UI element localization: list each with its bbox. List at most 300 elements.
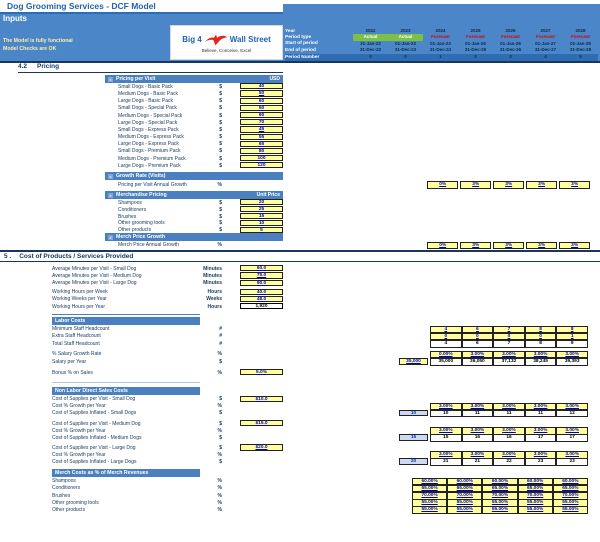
bonus-rows <box>0 369 600 376</box>
calc-cell: 9 <box>556 340 588 348</box>
row-unit: $ <box>219 213 222 220</box>
row-unit: % <box>217 452 222 459</box>
row-unit: % <box>217 478 222 485</box>
minutes-row <box>0 279 600 286</box>
date-cell: 01-Jan-27 <box>535 40 556 46</box>
input-cell[interactable]: 40.0 <box>240 289 283 295</box>
row-label: Medium Dogs - Special Pack <box>118 112 183 119</box>
end-of-period-row <box>285 47 598 53</box>
input-cell[interactable]: $10.0 <box>240 396 283 402</box>
calc-cell: 17 <box>556 434 588 442</box>
row-unit: % <box>217 507 222 514</box>
merch-price-growth-header <box>105 233 283 241</box>
row-unit: % <box>217 499 222 506</box>
input-cell[interactable]: 7 <box>493 326 525 334</box>
calc-cell: 8 <box>525 340 557 348</box>
calc-cell: 10 <box>430 410 462 418</box>
input-cell[interactable]: 55.00% <box>553 499 588 507</box>
row-unit: $ <box>219 83 222 90</box>
input-cell[interactable]: 8 <box>556 326 588 334</box>
input-cell[interactable]: 25 <box>240 206 283 212</box>
brand-name-right: Wall Street <box>229 35 271 44</box>
row-label: Small Dogs - Basic Pack <box>118 83 173 90</box>
input-cell[interactable]: 60.00% <box>482 478 517 486</box>
merch-cost-row <box>0 492 600 499</box>
input-cell[interactable]: 3.00% <box>493 451 525 459</box>
input-cell[interactable]: $15.0 <box>240 420 283 426</box>
labor-costs-header <box>52 317 200 325</box>
input-cell[interactable]: 120 <box>240 162 283 168</box>
period-number-cell: 4 <box>544 53 547 59</box>
input-cell[interactable]: 55.00% <box>447 506 482 514</box>
merch-cost-cells <box>412 478 588 485</box>
input-cell[interactable]: 80 <box>240 148 283 154</box>
input-cell[interactable]: $20.0 <box>240 444 283 450</box>
row-label: Cost of Supplies Inflated - Large Dogs <box>52 459 137 466</box>
period-type-cell: Forecast <box>536 34 555 40</box>
row-unit: $ <box>219 141 222 148</box>
section-divider <box>0 250 600 252</box>
input-cell[interactable]: 4 <box>430 326 462 334</box>
merch-costs-rows <box>0 478 600 514</box>
input-cell[interactable]: 60.00% <box>518 478 553 486</box>
input-cell[interactable]: 65.00% <box>482 485 517 493</box>
input-cell[interactable]: 5 <box>240 227 283 233</box>
input-cell[interactable]: 55.00% <box>482 499 517 507</box>
row-label: Large Dogs - Special Pack <box>118 119 178 126</box>
row-unit: Minutes <box>203 272 222 279</box>
row-label: Average Minutes per Visit - Large Dog <box>52 280 137 287</box>
row-label: Conditioners <box>52 485 81 492</box>
growth-input-cells <box>427 181 590 188</box>
row-unit: $ <box>219 98 222 105</box>
salary-row <box>0 358 600 365</box>
headcount-input-cells <box>430 333 588 340</box>
input-cell[interactable]: 40 <box>240 83 283 89</box>
row-unit: % <box>217 181 222 188</box>
pricing-row <box>0 133 600 140</box>
merch-cost-cells <box>412 492 588 499</box>
year-cell: 2028 <box>575 28 586 34</box>
input-cell[interactable]: 55.00% <box>412 499 447 507</box>
row-label: % Salary Growth Rate <box>52 351 102 358</box>
input-cell[interactable]: 55.00% <box>447 499 482 507</box>
row-label: Other products <box>118 227 152 234</box>
input-cell[interactable]: 55.00% <box>412 506 447 514</box>
period-number-row <box>285 54 598 61</box>
date-cell: 01-Jan-25 <box>465 40 486 46</box>
input-cell[interactable]: 70.00% <box>482 492 517 500</box>
row-label: Cost of Supplies Inflated - Small Dogs <box>52 410 137 417</box>
pricing-row <box>0 155 600 162</box>
row-label: Small Dogs - Special Pack <box>118 105 177 112</box>
supplies-group <box>0 396 600 417</box>
year-cell: 2024 <box>435 28 446 34</box>
input-cell[interactable]: 55 <box>240 134 283 140</box>
input-cell[interactable]: 3% <box>493 181 524 189</box>
row-label: Cost % Growth per Year <box>52 427 106 434</box>
input-cell[interactable]: 0 <box>430 333 462 341</box>
calc-cell: 1,920 <box>240 303 283 309</box>
year-cell: 2022 <box>365 28 376 34</box>
row-unit: # <box>219 340 222 347</box>
section-title: Pricing <box>37 63 60 70</box>
supplies-inflated-row <box>0 458 600 465</box>
input-cell[interactable]: 1 <box>556 333 588 341</box>
unit-column-header: USD <box>269 76 280 82</box>
supplies-growth-row <box>0 451 600 458</box>
input-cell[interactable]: 8 <box>525 326 557 334</box>
date-cell: 01-Jan-26 <box>500 40 521 46</box>
row-unit: $ <box>219 119 222 126</box>
unit-column-header: Unit Price <box>256 192 280 198</box>
input-cell[interactable]: 65.00% <box>553 485 588 493</box>
input-cell[interactable]: 75.0 <box>240 272 283 278</box>
merch-cost-cells <box>412 506 588 513</box>
input-cell[interactable]: 90.0 <box>240 280 283 286</box>
calc-cell: 15 <box>430 434 462 442</box>
growth-rate-row <box>0 181 600 188</box>
row-unit: $ <box>219 90 222 97</box>
input-cell[interactable]: 3% <box>460 242 491 250</box>
pricing-row <box>0 119 600 126</box>
merch-cost-row <box>0 485 600 492</box>
row-label: Brushes <box>52 492 71 499</box>
row-unit: Minutes <box>203 280 222 287</box>
input-cell[interactable]: 3.00% <box>493 403 525 411</box>
date-cell: 01-Jan-23 <box>395 40 416 46</box>
row-label: Medium Dogs - Premium Pack <box>118 155 186 162</box>
period-type-cell: Forecast <box>571 34 590 40</box>
merch-pricing-row <box>0 199 600 206</box>
input-cell[interactable]: 48.0 <box>240 296 283 302</box>
merch-pricing-rows <box>0 199 600 233</box>
input-cell[interactable]: 55.00% <box>518 506 553 514</box>
input-cell[interactable]: 60.00% <box>553 478 588 486</box>
merch-pricing-row <box>0 206 600 213</box>
input-cell[interactable]: 3.00% <box>525 451 557 459</box>
calc-cell: 39,393 <box>556 358 588 366</box>
input-cell[interactable]: 55.00% <box>518 499 553 507</box>
calc-cell: 12 <box>556 410 588 418</box>
input-cell[interactable]: 3.00% <box>493 351 525 359</box>
section-4-2-heading <box>18 63 283 73</box>
row-unit: $ <box>219 434 222 441</box>
brand-tagline: Believe, Conceive, Excel <box>201 47 252 53</box>
pricing-row <box>0 141 600 148</box>
date-cell: 01-Jan-24 <box>430 40 451 46</box>
growth-rate-header <box>105 172 283 180</box>
period-number-cell: 1 <box>439 53 442 59</box>
date-cell: 31-Dec-25 <box>464 47 487 53</box>
calc-cell: 6 <box>462 340 494 348</box>
pricing-row <box>0 97 600 104</box>
row-unit: # <box>219 326 222 333</box>
merch-costs-header <box>52 469 200 477</box>
row-label: Cost % Growth per Year <box>52 403 106 410</box>
salary-cells <box>430 358 588 365</box>
merch-cost-row <box>0 506 600 513</box>
salary-growth-cells <box>430 351 588 358</box>
input-cell[interactable]: 3.00% <box>556 351 588 359</box>
header-strip <box>283 4 600 14</box>
headcount-total-row <box>0 340 600 347</box>
input-cell[interactable]: 100 <box>240 155 283 161</box>
date-cell: 31-Dec-26 <box>499 47 522 53</box>
row-unit: % <box>217 492 222 499</box>
input-cell[interactable]: 70.00% <box>518 492 553 500</box>
row-unit: $ <box>219 134 222 141</box>
row-label: Medium Dogs - Express Pack <box>118 134 184 141</box>
merch-cost-row <box>0 499 600 506</box>
bar-title: Merch Costs as % of Merch Revenues <box>55 470 149 476</box>
linked-cell: 20 <box>399 458 428 465</box>
pricing-row <box>0 112 600 119</box>
input-cell[interactable]: 3% <box>526 181 557 189</box>
supplies-growth-row <box>0 403 600 410</box>
calc-cell: 38,245 <box>525 358 557 366</box>
minutes-rows <box>0 265 600 287</box>
input-cell[interactable]: 3.00% <box>556 427 588 435</box>
input-cell[interactable]: 5.0% <box>240 369 283 375</box>
row-label: Average Minutes per Visit - Medium Dog <box>52 272 142 279</box>
calc-cell: 16 <box>462 434 494 442</box>
input-cell[interactable]: 3.00% <box>430 403 462 411</box>
calc-cell: 4 <box>430 340 462 348</box>
row-unit: # <box>219 333 222 340</box>
non-labor-costs-header <box>52 387 200 395</box>
input-cell[interactable]: 65 <box>240 141 283 147</box>
row-label: Total Staff Headcount <box>52 340 100 347</box>
input-cell[interactable]: 3% <box>559 181 590 189</box>
row-unit: $ <box>219 199 222 206</box>
title-row <box>0 0 283 14</box>
pricing-per-visit-header <box>105 75 283 83</box>
growth-rate-rows <box>0 181 600 188</box>
row-unit: $ <box>219 162 222 169</box>
input-cell[interactable]: 3% <box>460 181 491 189</box>
section-title: Cost of Products / Services Provided <box>19 253 134 260</box>
period-number-cell: 2 <box>474 53 477 59</box>
input-cell[interactable]: 3.00% <box>556 403 588 411</box>
date-cell: 31-Dec-24 <box>429 47 452 53</box>
supplies-growth-cells <box>430 427 588 434</box>
row-label: Salary per Year <box>52 358 87 365</box>
row-label: Period type <box>285 35 312 41</box>
calc-cell: 36,050 <box>462 358 494 366</box>
row-label: Minimum Staff Headcount <box>52 326 110 333</box>
input-cell[interactable]: 60.0 <box>240 265 283 271</box>
calc-cell: 16 <box>493 434 525 442</box>
page-title: Dog Grooming Services - DCF Model <box>7 1 156 11</box>
pricing-row <box>0 105 600 112</box>
row-label: Other grooming tools <box>118 220 165 227</box>
working-total-row <box>0 303 600 310</box>
input-cell[interactable]: 3.00% <box>462 451 494 459</box>
date-cell: 31-Dec-22 <box>359 47 382 53</box>
date-cell: 31-Jan-22 <box>360 40 381 46</box>
merch-cost-cells <box>412 499 588 506</box>
input-cell[interactable]: 0% <box>427 242 458 250</box>
merch-pricing-row <box>0 227 600 234</box>
merch-pricing-row <box>0 213 600 220</box>
input-cell[interactable]: 3.00% <box>525 403 557 411</box>
supplies-cost-row <box>0 444 600 451</box>
brand-name-left: Big 4 <box>182 35 202 44</box>
row-label: Brushes <box>118 213 137 220</box>
merchandise-pricing-header <box>105 191 283 199</box>
year-cell: 2023 <box>400 28 411 34</box>
pricing-row <box>0 126 600 133</box>
row-label: Pricing per Visit Annual Growth <box>118 181 187 188</box>
headcount-input-cells <box>430 326 588 333</box>
collapse-marker: x <box>109 76 112 82</box>
calc-cell: 7 <box>493 340 525 348</box>
input-cell[interactable]: 3.00% <box>556 451 588 459</box>
input-cell[interactable]: 3% <box>526 242 557 250</box>
input-cell[interactable]: 65.00% <box>518 485 553 493</box>
merch-pricing-row <box>0 220 600 227</box>
period-type-cell: Actual <box>388 34 423 40</box>
row-unit: % <box>217 369 222 376</box>
year-cell: 2026 <box>505 28 516 34</box>
input-cell[interactable]: 60 <box>240 98 283 104</box>
input-cell[interactable]: 70.00% <box>412 492 447 500</box>
linked-cell: 15 <box>399 434 428 441</box>
row-label: Other grooming tools <box>52 499 99 506</box>
collapse-marker: x <box>109 173 112 179</box>
supplies-cost-row <box>0 396 600 403</box>
input-cell[interactable]: 50 <box>240 90 283 96</box>
input-cell[interactable]: 15 <box>240 213 283 219</box>
input-cell[interactable]: 55.00% <box>553 506 588 514</box>
brand-name <box>182 33 271 47</box>
input-cell[interactable]: 3% <box>493 242 524 250</box>
input-cell[interactable]: 3.00% <box>525 351 557 359</box>
input-cell[interactable]: 70 <box>240 119 283 125</box>
input-cell[interactable]: 3.00% <box>430 451 462 459</box>
input-cell[interactable]: 20 <box>240 199 283 205</box>
brand-logo <box>170 25 283 60</box>
row-label: Working Hours per Week <box>52 289 108 296</box>
year-cell: 2027 <box>540 28 551 34</box>
input-cell[interactable]: 3% <box>559 242 590 250</box>
calc-cell: 22 <box>493 458 525 466</box>
row-label: Cost of Supplies per Visit - Medium Dog <box>52 420 141 427</box>
row-label: Cost % Growth per Year <box>52 452 106 459</box>
bar-title: Merchandise Pricing <box>116 192 167 198</box>
period-number-cell: 3 <box>509 53 512 59</box>
input-cell[interactable]: 6 <box>462 326 494 334</box>
input-cell[interactable]: 0 <box>493 333 525 341</box>
input-cell[interactable]: 3.00% <box>462 403 494 411</box>
input-cell[interactable]: 3.00% <box>430 427 462 435</box>
period-type-row <box>285 34 598 40</box>
section-code: 5 . <box>4 253 12 260</box>
input-cell[interactable]: 45 <box>240 126 283 132</box>
calc-cell: 37,132 <box>493 358 525 366</box>
minutes-row <box>0 272 600 279</box>
row-unit: $ <box>219 126 222 133</box>
date-cell: 31-Dec-23 <box>394 47 417 53</box>
merch-growth-row <box>0 242 600 249</box>
row-unit: $ <box>219 206 222 213</box>
input-cell[interactable]: 0 <box>462 333 494 341</box>
row-unit: $ <box>219 358 222 365</box>
row-label: Bonus % on Sales <box>52 369 93 376</box>
supplies-inflated-row <box>0 410 600 417</box>
date-cell: 31-Dec-28 <box>569 47 592 53</box>
supplies-inflated-cells <box>430 410 588 417</box>
row-label: Large Dogs - Basic Pack <box>118 98 174 105</box>
row-label: Shampoos <box>118 199 142 206</box>
input-cell[interactable]: 3.00% <box>462 351 494 359</box>
pricing-rows <box>0 83 600 169</box>
input-cell[interactable]: 0% <box>427 181 458 189</box>
input-cell[interactable]: 60.00% <box>412 478 447 486</box>
input-cell[interactable]: 60.00% <box>447 478 482 486</box>
year-row <box>285 28 598 34</box>
row-unit: % <box>217 403 222 410</box>
input-cell[interactable]: 35,000 <box>399 358 428 365</box>
supplies-inflated-cells <box>430 434 588 441</box>
input-cell[interactable]: 65.00% <box>412 485 447 493</box>
salary-rows <box>0 358 600 365</box>
row-unit: % <box>217 427 222 434</box>
row-label: Average Minutes per Visit - Small Dog <box>52 265 137 272</box>
input-cell[interactable]: 0 <box>525 333 557 341</box>
bar-title: Merch Price Growth <box>116 234 166 240</box>
supplies-growth-cells <box>430 451 588 458</box>
pricing-row <box>0 148 600 155</box>
supplies-cost-row <box>0 420 600 427</box>
working-input-rows <box>0 289 600 303</box>
period-number-cell: 0 <box>369 53 372 59</box>
input-cell[interactable]: 60 <box>240 112 283 118</box>
row-unit: Minutes <box>203 265 222 272</box>
calc-cell: 21 <box>430 458 462 466</box>
supplies-growth-row <box>0 427 600 434</box>
input-cell[interactable]: 55.00% <box>482 506 517 514</box>
input-cell[interactable]: 0.00% <box>430 351 462 359</box>
row-unit: % <box>217 242 222 249</box>
input-cell[interactable]: 3.00% <box>462 427 494 435</box>
supplies-growth-cells <box>430 403 588 410</box>
eagle-icon <box>204 33 228 47</box>
headcount-total-cells <box>430 340 588 347</box>
bonus-row <box>0 369 600 376</box>
input-cell[interactable]: 65.00% <box>447 485 482 493</box>
supplies-groups <box>0 396 600 469</box>
input-cell[interactable]: 70.00% <box>553 492 588 500</box>
headcount-row <box>0 326 600 333</box>
input-cell[interactable]: 3.00% <box>525 427 557 435</box>
input-cell[interactable]: 50 <box>240 105 283 111</box>
minutes-row <box>0 265 600 272</box>
supplies-inflated-row <box>0 434 600 441</box>
period-type-cell: Forecast <box>466 34 485 40</box>
input-cell[interactable]: 70.00% <box>447 492 482 500</box>
row-unit: Hours <box>207 289 222 296</box>
supplies-group <box>0 420 600 441</box>
merch-growth-rows <box>0 242 600 249</box>
row-label: Conditioners <box>118 206 147 213</box>
bar-title: Labor Costs <box>55 318 86 324</box>
input-cell[interactable]: 3.00% <box>493 427 525 435</box>
input-cell[interactable]: 10 <box>240 220 283 226</box>
period-header-table <box>285 28 598 61</box>
row-label: Year <box>285 28 296 34</box>
